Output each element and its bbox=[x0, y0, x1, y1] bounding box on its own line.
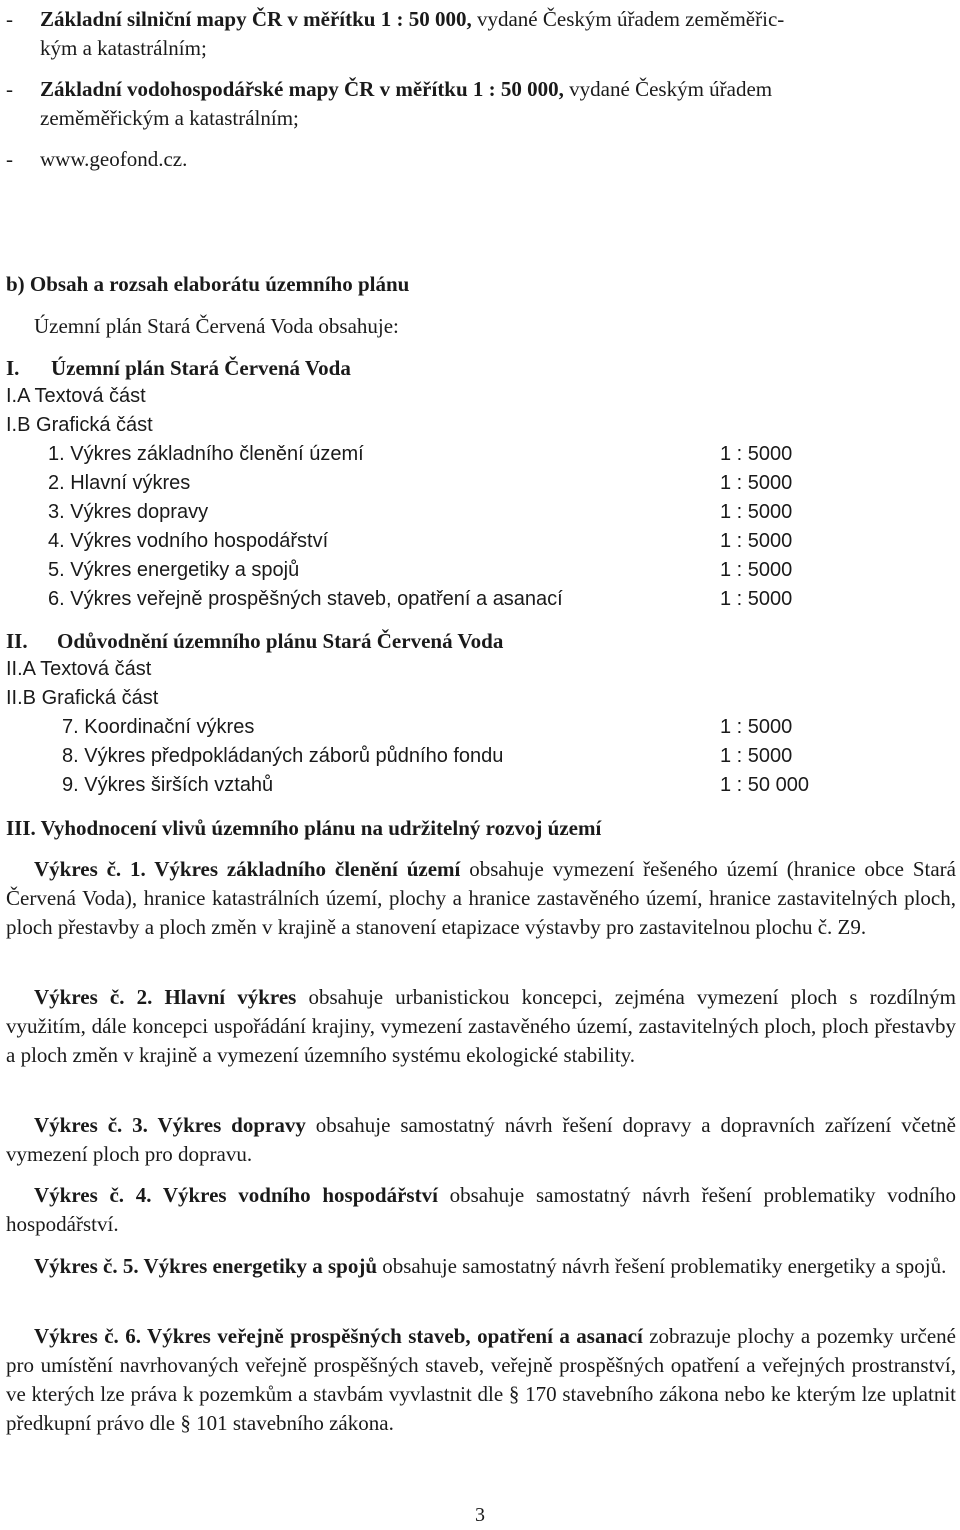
drawing-description-text: obsahuje vymezení řešeného území (hranice obce Stará Červená Voda), hranice katastrálních území, plochy a hranice zastavěného území, hranice zastavitelných ploch, ploch přestavby a ploch změn v krajině a stanovení etapizace výstavby pro zastavitelnou plochu č. Z9. bbox=[6, 857, 956, 939]
drawing-scale: 1 : 5000 bbox=[720, 588, 793, 610]
part-subsection-graphic: II.B Grafická část bbox=[6, 687, 159, 709]
part-roman: I. bbox=[6, 356, 20, 380]
drawing-description-text: obsahuje samostatný návrh řešení dopravy a dopravních zařízení včetně vymezení ploch pro dopravu. bbox=[6, 1113, 956, 1166]
drawing-scale: 1 : 5000 bbox=[720, 443, 793, 465]
drawing-description-title: Výkres č. 4. Výkres vodního hospodářství bbox=[34, 1183, 438, 1207]
drawing-scale: 1 : 5000 bbox=[720, 501, 793, 523]
drawing-label: 9. Výkres širších vztahů bbox=[62, 774, 274, 796]
drawing-label: 1. Výkres základního členění území bbox=[48, 443, 364, 465]
source-item-text: vydané Českým úřadem bbox=[563, 77, 773, 101]
part-subsection-text: II.A Textová část bbox=[6, 658, 152, 680]
source-item-bold: Základní vodohospodářské mapy ČR v měřítku 1 : 50 000, bbox=[40, 77, 564, 101]
source-link-text: www.geofond.cz. bbox=[40, 147, 188, 171]
part-roman: II. bbox=[6, 629, 28, 653]
drawing-description-title: Výkres č. 3. Výkres dopravy bbox=[34, 1113, 306, 1137]
source-item-text: vydané Českým úřadem zeměměřic- bbox=[471, 7, 785, 31]
part-subsection-graphic: I.B Grafická část bbox=[6, 414, 153, 436]
drawing-label: 2. Hlavní výkres bbox=[48, 472, 191, 494]
source-item: - www.geofond.cz. bbox=[6, 147, 188, 171]
source-item-text-line2: zeměměřickým a katastrálním; bbox=[40, 106, 299, 130]
drawing-label: 7. Koordinační výkres bbox=[62, 716, 255, 738]
drawing-label: 6. Výkres veřejně prospěšných staveb, opatření a asanací bbox=[48, 588, 563, 610]
drawing-scale: 1 : 5000 bbox=[720, 559, 793, 581]
drawing-scale: 1 : 5000 bbox=[720, 530, 793, 552]
drawing-scale: 1 : 5000 bbox=[720, 716, 793, 738]
drawing-description-text: obsahuje urbanistickou koncepci, zejména vymezení ploch s rozdílným využitím, dále koncepci uspořádání krajiny, vymezení zastavěného území, zastavitelných ploch, ploch přestavby a ploch změn v krajině a vymezení územního systému ekologické stability. bbox=[6, 985, 956, 1067]
section-heading: b) Obsah a rozsah elaborátu územního plánu bbox=[6, 272, 410, 296]
drawing-description bbox=[6, 1322, 956, 1438]
drawing-description-title: Výkres č. 2. Hlavní výkres bbox=[34, 985, 297, 1009]
source-item-bold: Základní silniční mapy ČR v měřítku 1 : 50 000, bbox=[40, 7, 472, 31]
drawing-label: 3. Výkres dopravy bbox=[48, 501, 209, 523]
drawing-description-text: obsahuje samostatný návrh řešení problematiky energetiky a spojů. bbox=[377, 1254, 947, 1278]
part-title: Územní plán Stará Červená Voda bbox=[51, 356, 351, 380]
drawing-description-title: Výkres č. 6. Výkres veřejně prospěšných staveb, opatření a asanací bbox=[34, 1324, 643, 1348]
page-number: 3 bbox=[475, 1504, 485, 1526]
source-item: - Základní vodohospodářské mapy ČR v měřítku 1 : 50 000, vydané Českým úřadem zeměměřickým a katastrálním; bbox=[6, 77, 773, 130]
source-item: - Základní silniční mapy ČR v měřítku 1 : 50 000, vydané Českým úřadem zeměměřic- kým a katastrálním; bbox=[6, 7, 785, 60]
section-intro: Územní plán Stará Červená Voda obsahuje: bbox=[34, 314, 399, 338]
drawing-scale: 1 : 5000 bbox=[720, 472, 793, 494]
drawing-label: 5. Výkres energetiky a spojů bbox=[48, 559, 300, 581]
drawing-label: 8. Výkres předpokládaných záborů půdního fondu bbox=[62, 745, 504, 767]
drawing-description bbox=[6, 855, 956, 942]
drawing-description bbox=[6, 1252, 956, 1281]
drawing-description bbox=[6, 1181, 956, 1239]
part-title: III. Vyhodnocení vlivů územního plánu na udržitelný rozvoj území bbox=[6, 816, 602, 840]
source-item-text-line2: kým a katastrálním; bbox=[40, 36, 207, 60]
drawing-description bbox=[6, 983, 956, 1070]
drawing-description bbox=[6, 1111, 956, 1169]
drawing-description-title: Výkres č. 1. Výkres základního členění území bbox=[34, 857, 461, 881]
drawing-label: 4. Výkres vodního hospodářství bbox=[48, 530, 329, 552]
part-title: Odůvodnění územního plánu Stará Červená Voda bbox=[57, 629, 504, 653]
drawing-description-text: zobrazuje plochy a pozemky určené pro umístění navrhovaných veřejně prospěšných staveb, veřejně prospěšných opatření a veřejných prostranství, ve kterých lze práva k pozemkům a stavbám vyvlastnit dle § 170 stavebního zákona nebo ke kterým lze uplatnit předkupní právo dle § 101 stavebního zákona. bbox=[6, 1324, 956, 1435]
drawing-description-title: Výkres č. 5. Výkres energetiky a spojů bbox=[34, 1254, 377, 1278]
drawing-scale: 1 : 5000 bbox=[720, 745, 793, 767]
drawing-description-text: obsahuje samostatný návrh řešení problematiky vodního hospodářství. bbox=[6, 1183, 957, 1236]
drawing-scale: 1 : 50 000 bbox=[720, 774, 809, 796]
part-subsection-text: I.A Textová část bbox=[6, 385, 146, 407]
